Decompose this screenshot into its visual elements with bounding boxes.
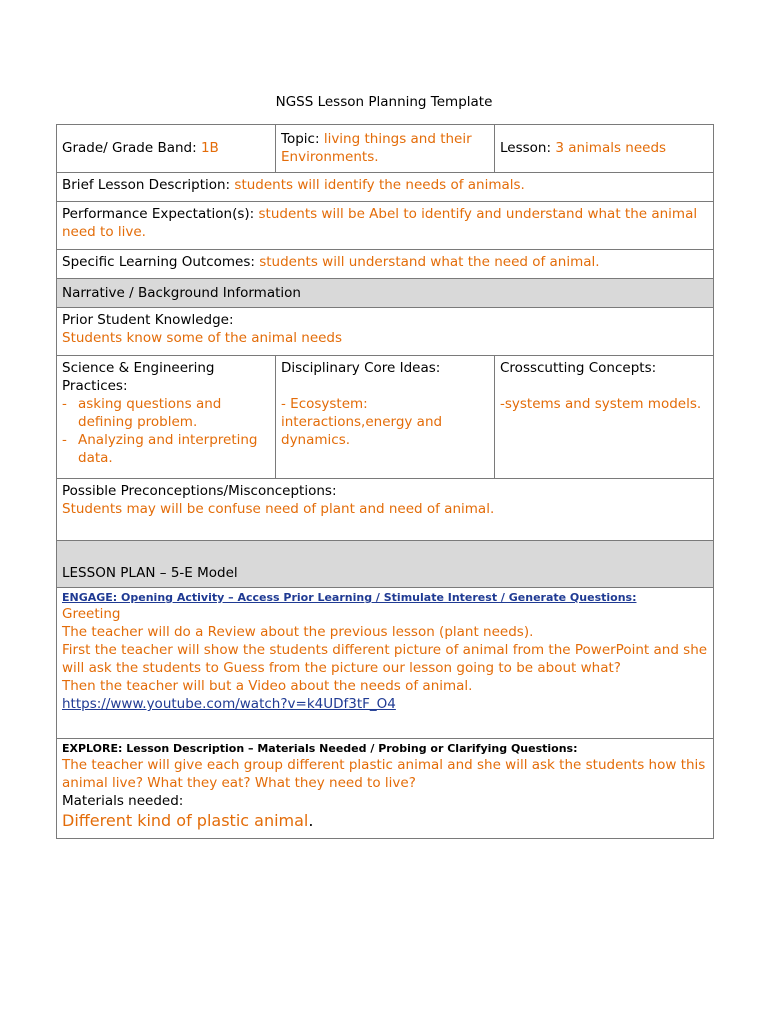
lesson-label: Lesson: [500,140,552,156]
topic-label: Topic: [281,131,320,147]
engage-header: ENGAGE: Opening Activity – Access Prior Learning / Stimulate Interest / Generate Questions: [62,591,637,604]
performance-expectation-cell [57,202,714,250]
performance-label: Performance Expectation(s): [62,206,255,222]
practice-item: - asking questions and defining problem. [62,395,270,431]
core-value: - Ecosystem: interactions,energy and dynamics. [281,396,443,448]
crosscutting-cell [495,356,714,479]
explore-cell [57,739,714,839]
prior-label: Prior Student Knowledge: [62,312,234,328]
learning-outcomes-cell [57,250,714,279]
topic-cell [276,125,495,173]
lesson-plan-table [56,124,714,839]
youtube-link[interactable]: https://www.youtube.com/watch?v=k4UDf3tF_O4 [62,696,396,712]
header-row [57,125,714,173]
prior-knowledge-cell [57,308,714,356]
materials-period: . [308,811,314,830]
brief-label: Brief Lesson Description: [62,177,231,193]
crosscutting-label: Crosscutting Concepts: [500,360,657,376]
brief-value: students will identify the needs of animals. [234,177,525,193]
preconceptions-cell [57,479,714,541]
core-ideas-cell [276,356,495,479]
prior-value: Students know some of the animal needs [62,330,343,346]
engage-line: First the teacher will show the students different picture of animal from the PowerPoint and she will ask the students to Guess from the picture our lesson going to be about what? [62,642,708,676]
narrative-header: Narrative / Background Information [57,279,714,308]
topic-value: living things and their Environments. [281,131,472,165]
engage-line: The teacher will do a Review about the previous lesson (plant needs). [62,624,534,640]
practices-list [62,395,270,467]
lesson-plan-header: LESSON PLAN – 5-E Model [57,541,714,588]
practice-item: - Analyzing and interpreting data. [62,431,270,467]
engage-cell [57,588,714,739]
preconceptions-label: Possible Preconceptions/Misconceptions: [62,483,337,499]
engage-line: Greeting [62,606,121,622]
practices-label: Science & Engineering Practices: [62,360,215,394]
explore-header: EXPLORE: Lesson Description – Materials Needed / Probing or Clarifying Questions: [62,742,578,755]
practices-cell [57,356,276,479]
outcomes-label: Specific Learning Outcomes: [62,254,255,270]
explore-text: The teacher will give each group different plastic animal and she will ask the students how this animal live? What they eat? What they need to live? [62,757,706,791]
page-title: NGSS Lesson Planning Template [275,94,493,110]
crosscutting-value: -systems and system models. [500,396,702,412]
core-label: Disciplinary Core Ideas: [281,360,441,376]
outcomes-value: students will understand what the need of animal. [259,254,600,270]
materials-label: Materials needed: [62,793,184,809]
brief-description-cell [57,173,714,202]
grade-label: Grade/ Grade Band: [62,140,197,156]
grade-cell [57,125,276,173]
performance-value: students will be Abel to identify and understand what the animal need to live. [62,206,698,240]
lesson-value: 3 animals needs [555,140,667,156]
grade-value: 1B [200,140,219,156]
engage-line: Then the teacher will but a Video about the needs of animal. [62,678,473,694]
materials-value: Different kind of plastic animal [62,811,309,830]
preconceptions-value: Students may will be confuse need of plant and need of animal. [62,501,495,517]
lesson-cell [495,125,714,173]
